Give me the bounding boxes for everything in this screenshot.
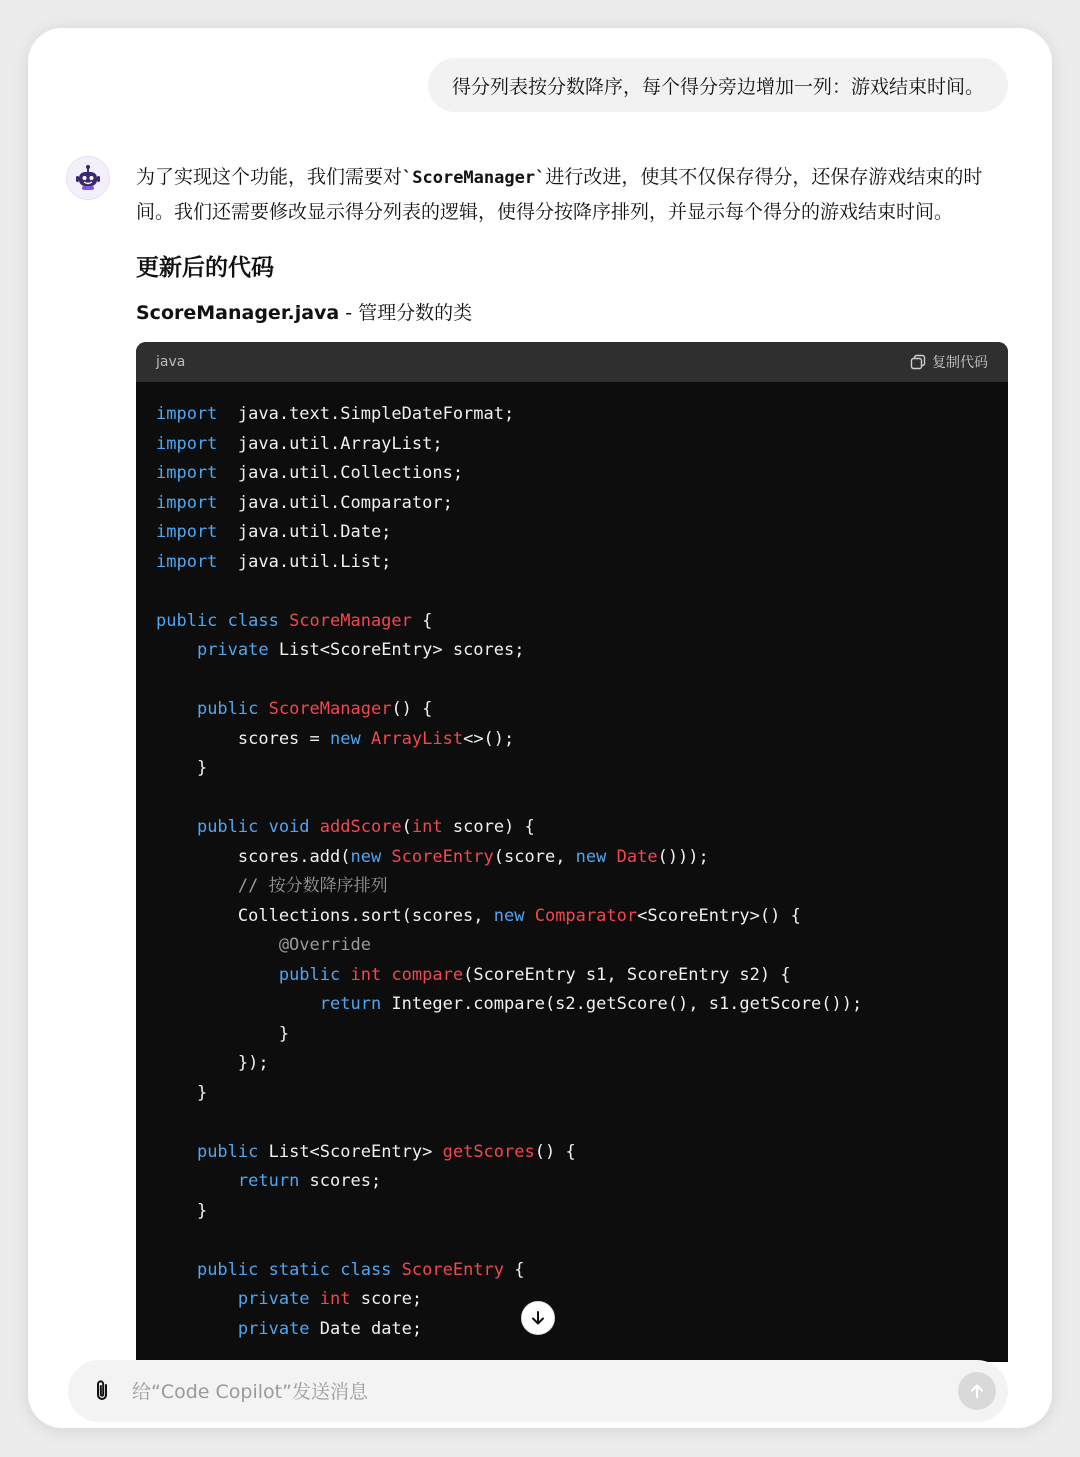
code-token: ScoreEntry bbox=[401, 1259, 505, 1280]
code-token: compare bbox=[391, 964, 464, 985]
code-token: { bbox=[504, 1259, 525, 1280]
code-line bbox=[156, 990, 988, 1020]
file-caption bbox=[136, 297, 1008, 329]
code-token: new bbox=[330, 728, 371, 749]
code-token: <ScoreEntry>() { bbox=[637, 905, 801, 926]
code-token: }); bbox=[156, 1053, 269, 1073]
code-line bbox=[156, 872, 988, 902]
code-token: <>(); bbox=[463, 728, 515, 749]
intro-text-end: 进行改进，使其不仅保存得分，还保存游戏结束的时间。我们还需要修改显示得分列表的逻辑，使得分按降序排列，并显示每个得分的游戏结束时间。 bbox=[136, 166, 983, 223]
code-line bbox=[156, 961, 988, 991]
code-line bbox=[156, 1167, 988, 1197]
code-line bbox=[156, 1256, 988, 1286]
robot-avatar-icon bbox=[73, 163, 103, 193]
copy-code-button[interactable] bbox=[910, 352, 988, 372]
code-token: ScoreEntry bbox=[391, 846, 494, 867]
copy-icon bbox=[910, 354, 926, 370]
user-message-bubble bbox=[428, 58, 1008, 112]
code-token: import bbox=[156, 551, 218, 572]
code-line bbox=[156, 725, 988, 755]
code-token: ScoreManager bbox=[289, 610, 412, 631]
code-token: (ScoreEntry s1, ScoreEntry s2) { bbox=[463, 964, 791, 985]
intro-paragraph bbox=[136, 160, 1008, 229]
code-token: java.util.List; bbox=[217, 551, 392, 572]
code-line bbox=[156, 843, 988, 873]
code-token: public static class bbox=[196, 1259, 402, 1280]
code-token bbox=[156, 965, 279, 985]
code-line bbox=[156, 754, 988, 784]
code-token: java.util.Date; bbox=[217, 522, 392, 542]
code-token: new bbox=[350, 846, 392, 867]
code-language-label: java bbox=[156, 354, 186, 370]
code-content bbox=[136, 382, 1008, 1344]
code-token: import bbox=[156, 522, 218, 542]
code-token: import bbox=[156, 492, 218, 513]
code-token: import bbox=[156, 433, 218, 454]
code-token: addScore bbox=[319, 817, 402, 837]
code-token: private bbox=[237, 1318, 320, 1339]
code-token: public class bbox=[156, 610, 290, 631]
file-name: ScoreManager.java bbox=[136, 302, 340, 324]
code-line bbox=[156, 607, 988, 637]
code-token: } bbox=[156, 1082, 208, 1103]
code-token bbox=[156, 817, 197, 837]
code-token: ())); bbox=[657, 846, 709, 867]
code-token: ( bbox=[401, 817, 412, 837]
code-token: Collections.sort(scores, bbox=[156, 905, 494, 926]
chat-window bbox=[28, 28, 1052, 1428]
arrow-down-icon bbox=[529, 1309, 547, 1327]
code-token bbox=[156, 699, 197, 719]
code-token: import bbox=[156, 463, 218, 483]
code-token: java.util.ArrayList; bbox=[217, 433, 443, 454]
code-token bbox=[156, 1171, 238, 1191]
code-token bbox=[156, 1319, 238, 1339]
code-token: // 按分数降序排列 bbox=[156, 876, 388, 896]
code-line bbox=[156, 1226, 988, 1256]
assistant-avatar bbox=[66, 156, 110, 200]
code-token: Integer.compare(s2.getScore(), s1.getScore()); bbox=[391, 994, 863, 1014]
code-line bbox=[156, 1315, 988, 1345]
code-line bbox=[156, 1108, 988, 1138]
code-line bbox=[156, 902, 988, 932]
assistant-message bbox=[136, 160, 1008, 329]
code-token: List<ScoreEntry> bbox=[268, 1141, 443, 1162]
code-token: return bbox=[319, 994, 392, 1014]
code-token: public bbox=[196, 1141, 269, 1162]
code-token bbox=[156, 1260, 197, 1280]
code-line bbox=[156, 1079, 988, 1109]
code-token bbox=[156, 1289, 238, 1309]
message-composer bbox=[68, 1360, 1008, 1422]
code-line bbox=[156, 577, 988, 607]
code-token: int bbox=[319, 1289, 361, 1309]
code-token: scores = bbox=[156, 728, 330, 749]
code-line bbox=[156, 1285, 988, 1315]
code-line bbox=[156, 430, 988, 460]
code-token: new bbox=[493, 905, 535, 926]
code-token: scores.add( bbox=[156, 846, 351, 867]
code-block-header bbox=[136, 342, 1008, 382]
code-token: score) { bbox=[442, 817, 535, 837]
code-token: List<ScoreEntry> scores; bbox=[278, 640, 525, 660]
code-line bbox=[156, 548, 988, 578]
code-token: int bbox=[350, 964, 392, 985]
code-line bbox=[156, 666, 988, 696]
file-description: - 管理分数的类 bbox=[339, 302, 473, 324]
code-token: java.util.Comparator; bbox=[217, 492, 453, 513]
code-line bbox=[156, 489, 988, 519]
code-token: ScoreManager bbox=[268, 699, 392, 719]
code-line bbox=[156, 1020, 988, 1050]
code-token: } bbox=[156, 1023, 290, 1044]
code-token: () { bbox=[391, 699, 433, 719]
code-line bbox=[156, 695, 988, 725]
code-line bbox=[156, 1138, 988, 1168]
code-line bbox=[156, 459, 988, 489]
code-line bbox=[156, 813, 988, 843]
paperclip-icon[interactable] bbox=[90, 1378, 116, 1404]
code-token: Date date; bbox=[319, 1318, 423, 1339]
inline-code: `ScoreManager` bbox=[402, 168, 546, 188]
copy-code-label: 复制代码 bbox=[932, 355, 988, 371]
code-token: java.util.Collections; bbox=[217, 463, 464, 483]
code-token: score; bbox=[360, 1289, 423, 1309]
code-token: public void bbox=[196, 817, 320, 837]
code-token: getScores bbox=[442, 1141, 535, 1162]
intro-text-start: 为了实现这个功能，我们需要对 bbox=[136, 166, 403, 188]
code-line bbox=[156, 636, 988, 666]
message-input[interactable] bbox=[130, 1372, 894, 1412]
code-token: new bbox=[575, 846, 617, 867]
code-token: () { bbox=[534, 1141, 576, 1162]
code-token: public bbox=[278, 964, 351, 985]
code-token: Date bbox=[616, 846, 658, 867]
code-token: (score, bbox=[493, 846, 576, 867]
code-token bbox=[156, 640, 197, 660]
arrow-up-icon bbox=[968, 1382, 986, 1400]
code-line bbox=[156, 1049, 988, 1079]
code-line bbox=[156, 931, 988, 961]
code-token: } bbox=[156, 1200, 208, 1221]
code-token: private bbox=[196, 640, 279, 660]
code-token bbox=[156, 1142, 197, 1162]
code-token: @Override bbox=[156, 935, 371, 955]
code-token: } bbox=[156, 758, 208, 778]
code-block bbox=[136, 342, 1008, 1362]
code-token bbox=[156, 994, 320, 1014]
code-token: private bbox=[237, 1289, 320, 1309]
code-token: public bbox=[196, 699, 269, 719]
code-token: { bbox=[411, 610, 433, 631]
code-token: scores; bbox=[309, 1171, 382, 1191]
code-token: import bbox=[156, 404, 218, 424]
code-line bbox=[156, 784, 988, 814]
code-line bbox=[156, 518, 988, 548]
scroll-to-bottom-button[interactable] bbox=[521, 1301, 555, 1335]
code-token: return bbox=[237, 1171, 310, 1191]
code-line bbox=[156, 400, 988, 430]
code-token: ArrayList bbox=[370, 728, 464, 749]
code-token: int bbox=[411, 817, 443, 837]
code-token: Comparator bbox=[534, 905, 638, 926]
code-line bbox=[156, 1197, 988, 1227]
send-button[interactable] bbox=[958, 1372, 996, 1410]
code-token: java.text.SimpleDateFormat; bbox=[217, 404, 515, 424]
user-message-text: 得分列表按分数降序，每个得分旁边增加一列：游戏结束时间。 bbox=[451, 75, 984, 98]
section-heading: 更新后的代码 bbox=[136, 255, 274, 281]
